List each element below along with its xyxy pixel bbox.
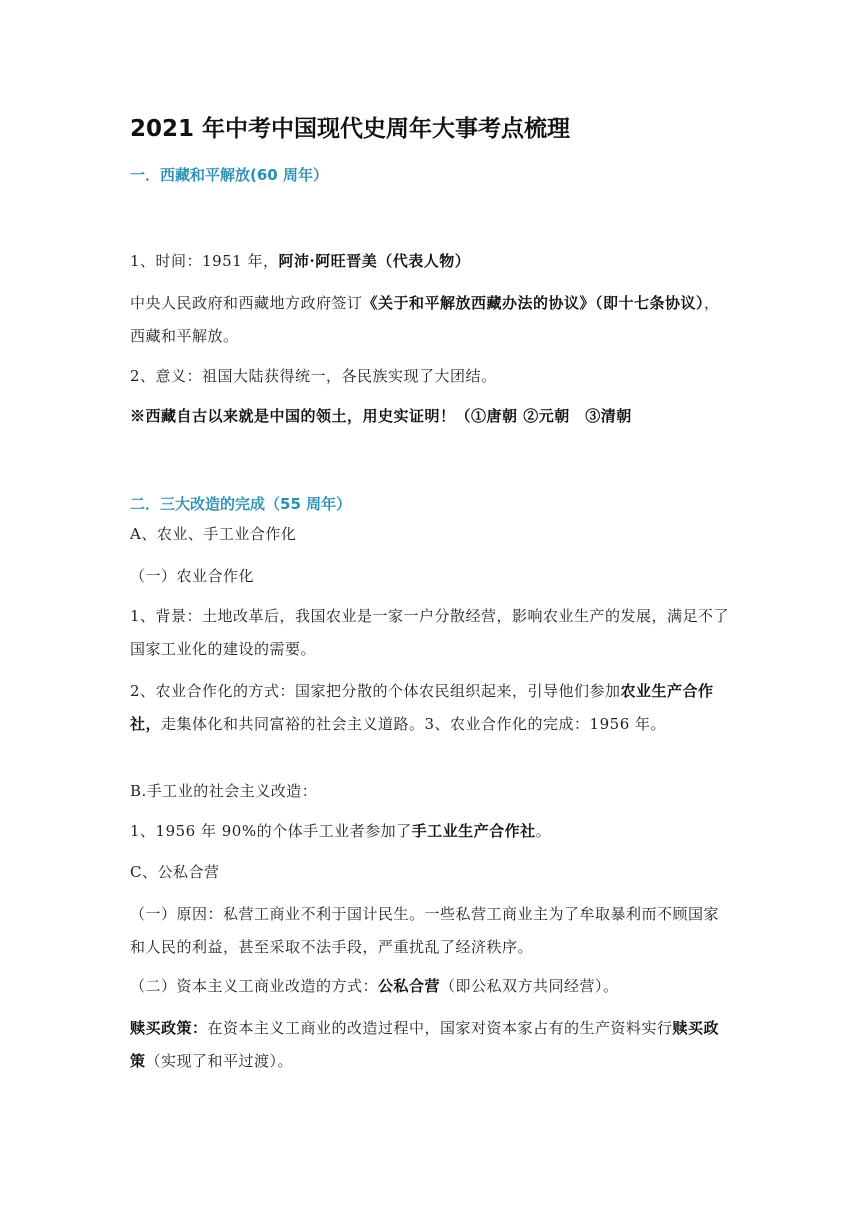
paragraph-reform-method	[130, 970, 730, 1003]
bold-text: ※西藏自古以来就是中国的领土，用史实证明！（①唐朝 ②元朝 ③清朝	[130, 407, 632, 425]
subheading-a-1: （一）农业合作化	[130, 567, 255, 585]
subheading-a: A、农业、手工业合作化	[130, 525, 297, 543]
paragraph-background: 1、背景：土地改革后，我国农业是一家一户分散经营，影响农业生产的发展，满足不了国家工业化的建设的需要。	[130, 607, 730, 658]
paragraph-handicraft	[130, 815, 730, 848]
paragraph-significance: 2、意义：祖国大陆获得统一，各民族实现了大团结。	[130, 367, 497, 385]
paragraph-reason: （一）原因：私营工商业不利于国计民生。一些私营工商业主为了牟取暴利而不顾国家和人民的利益，甚至采取不法手段，严重扰乱了经济秩序。	[130, 905, 720, 956]
paragraph-text: 中央人民政府和西藏地方政府签订	[130, 294, 363, 312]
paragraph-text: 1、1956 年 90%的个体手工业者参加了	[130, 822, 412, 840]
bold-text: 赎买政策：	[130, 1019, 208, 1037]
section-heading-tibet: 一．西藏和平解放(60 周年）	[130, 166, 328, 184]
bold-text: 手工业生产合作社	[411, 822, 536, 840]
paragraph-text: 2、农业合作化的方式：国家把分散的个体农民组织起来，引导他们参加	[130, 682, 621, 700]
paragraph-text: ，西藏和平解放。	[130, 294, 720, 345]
paragraph-text: （二）资本主义工商业改造的方式：	[130, 977, 379, 995]
section-heading-reform: 二．三大改造的完成（55 周年）	[130, 495, 352, 513]
paragraph-note	[130, 400, 730, 433]
subheading-c: C、公私合营	[130, 863, 220, 881]
paragraph-time	[130, 245, 730, 278]
paragraph-text: （实现了和平过渡）。	[145, 1052, 294, 1070]
paragraph-method	[130, 675, 730, 741]
paragraph-text: 。	[535, 822, 552, 840]
paragraph-agreement	[130, 287, 730, 353]
document-title: 2021 年中考中国现代史周年大事考点梳理	[130, 116, 571, 142]
bold-text: 《关于和平解放西藏办法的协议》（即十七条协议）	[362, 294, 705, 312]
bold-text: 赎买政策	[130, 1019, 720, 1070]
paragraph-redemption	[130, 1012, 730, 1078]
bold-text: 公私合营	[378, 977, 441, 995]
paragraph-text: 1、时间：1951 年，	[130, 252, 279, 270]
bold-text: 阿沛·阿旺晋美（代表人物）	[278, 252, 471, 270]
subheading-b: B.手工业的社会主义改造：	[130, 782, 318, 800]
paragraph-text: （即公私双方共同经营）。	[440, 977, 619, 995]
paragraph-text: 在资本主义工商业的改造过程中，国家对资本家占有的生产资料实行	[207, 1019, 673, 1037]
paragraph-text: 走集体化和共同富裕的社会主义道路。3、农业合作化的完成：1956 年。	[161, 715, 667, 733]
bold-text: 农业生产合作社，	[130, 682, 714, 733]
